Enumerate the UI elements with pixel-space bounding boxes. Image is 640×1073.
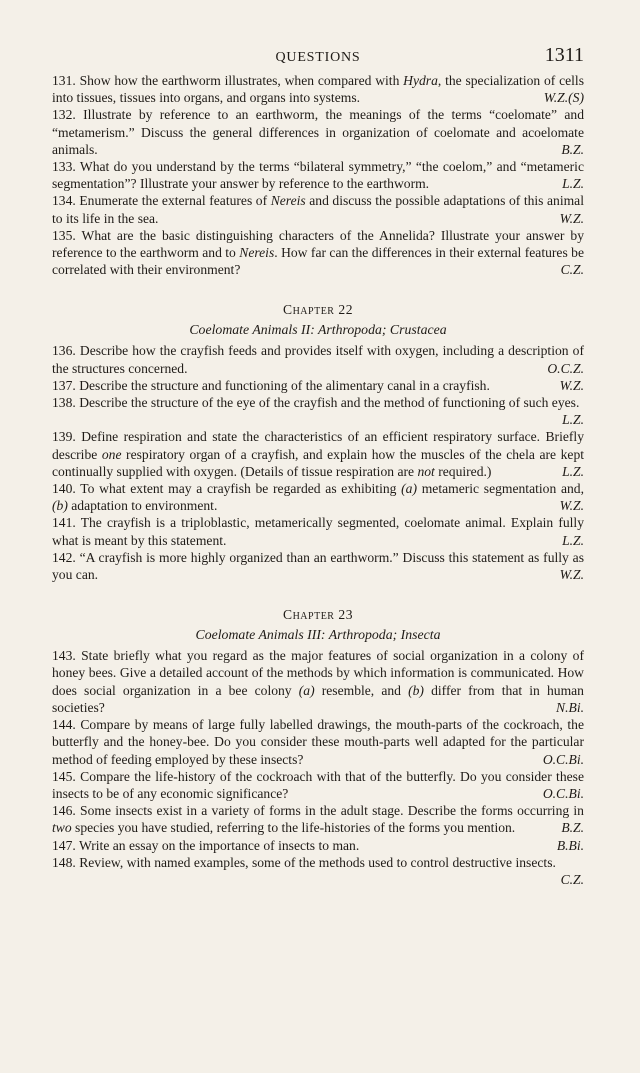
question-number: 146.: [52, 803, 76, 819]
exam-source: B.Bi.: [556, 837, 584, 853]
question-item: [52, 106, 584, 158]
question-item: [52, 514, 584, 548]
question-number: 140.: [52, 481, 76, 497]
question-text: Some insects exist in a variety of forms in the adult stage. Describe the forms occurring in two species you have studied, referring to the life-histories of the forms you mention.: [52, 803, 584, 836]
question-number: 142.: [52, 549, 76, 565]
question-number: 137.: [52, 377, 76, 393]
exam-source: W.Z.: [559, 567, 584, 583]
exam-source: O.C.Bi.: [542, 785, 584, 801]
question-text: State briefly what you regard as the major features of social organization in a colony of honey bees. Give a detailed account of the methods by which information is communicated. How does social organization in a bee colony (a) resemble, and (b) differ from that in human societies?: [52, 648, 584, 715]
question-number: 144.: [52, 717, 76, 733]
exam-source: L.Z.: [562, 532, 584, 548]
chapter-22-subtitle: Coelomate Animals II: Arthropoda; Crustacea: [189, 322, 447, 338]
running-title: QUESTIONS: [275, 50, 361, 65]
question-text: Illustrate by reference to an earthworm, the meanings of the terms “coelomate” and “metamerism.” Discuss the general differences in organization of coelomate and acoelomate animals.: [52, 107, 584, 157]
chapter-word: Chapter: [283, 302, 335, 318]
question-text: Describe the structure of the eye of the crayfish and the method of functioning of such eyes.: [79, 395, 580, 411]
chapter-22-heading: [52, 302, 584, 318]
question-list-chapter-22: [52, 342, 584, 583]
question-number: 133.: [52, 159, 76, 175]
question-number: 148.: [52, 854, 76, 870]
question-item: [52, 158, 584, 192]
question-list-chapter-23: [52, 647, 584, 888]
question-text: Review, with named examples, some of the methods used to control destructive insects.: [79, 854, 556, 870]
question-text: Compare by means of large fully labelled drawings, the mouth-parts of the cockroach, the butterfly and the honey-bee. Do you consider these mouth-parts well adapted for the particular method of feeding employed by these insects?: [52, 717, 584, 767]
exam-source: L.Z.: [562, 412, 584, 428]
chapter-23-subtitle: Coelomate Animals III: Arthropoda; Insecta: [195, 627, 441, 643]
question-text: What are the basic distinguishing characters of the Annelida? Illustrate your answer by reference to the earthworm and to Nereis. How far can the differences in their external features be correlated with their environment?: [52, 227, 584, 278]
chapter-word: Chapter: [283, 607, 335, 623]
exam-source: W.Z.: [559, 498, 584, 514]
chapter-number: 23: [338, 607, 353, 623]
question-text: Write an essay on the importance of insects to man.: [78, 837, 360, 853]
question-item: [52, 837, 584, 854]
question-item: [52, 854, 584, 888]
question-number: 139.: [52, 429, 76, 445]
page-header: [52, 40, 584, 72]
page: [52, 40, 584, 888]
question-number: 141.: [52, 515, 76, 531]
question-number: 132.: [52, 107, 76, 123]
question-item: [52, 394, 584, 428]
chapter-23-heading: [52, 607, 584, 623]
exam-source: L.Z.: [562, 176, 584, 192]
question-item: [52, 192, 584, 226]
question-item: [52, 802, 584, 836]
page-number: 1311: [544, 44, 584, 66]
question-text: “A crayfish is more highly organized than an earthworm.” Discuss this statement as fully as you can.: [52, 549, 584, 583]
question-number: 135.: [52, 227, 76, 243]
question-item: [52, 716, 584, 768]
exam-source: N.Bi.: [556, 699, 584, 715]
exam-source: B.Z.: [561, 141, 584, 157]
question-text: Enumerate the external features of Nereis and discuss the possible adaptations of this animal to its life in the sea.: [52, 193, 584, 226]
question-item: [52, 72, 584, 106]
question-number: 134.: [52, 193, 76, 209]
question-item: [52, 227, 584, 279]
question-number: 136.: [52, 343, 76, 359]
exam-source: O.C.Bi.: [542, 751, 584, 767]
question-number: 145.: [52, 768, 76, 784]
question-list-chapter-21: [52, 72, 584, 278]
question-text: What do you understand by the terms “bilateral symmetry,” “the coelom,” and “metameric segmentation”? Illustrate your answer by reference to the earthworm.: [52, 159, 584, 192]
exam-source: W.Z.(S): [543, 90, 584, 106]
question-text: Define respiration and state the characteristics of an efficient respiratory surface. Briefly describe one respiratory organ of a crayfish, and explain how the muscles of the chela are kept continually supplied with oxygen. (Details of tissue respiration are not required.): [52, 429, 585, 479]
exam-source: L.Z.: [562, 463, 584, 479]
exam-source: B.Z.: [561, 820, 584, 836]
question-number: 147.: [52, 837, 76, 853]
question-item: [52, 480, 584, 514]
question-text: Describe the structure and functioning of the alimentary canal in a crayfish.: [79, 377, 490, 393]
question-text: To what extent may a crayfish be regarded as exhibiting (a) metameric segmentation and, (b) adaptation to environment.: [52, 481, 584, 514]
question-number: 131.: [52, 73, 76, 88]
chapter-number: 22: [338, 302, 353, 318]
question-number: 138.: [52, 395, 76, 411]
exam-source: C.Z.: [560, 871, 584, 887]
question-item: [52, 549, 584, 583]
question-text: Compare the life-history of the cockroach with that of the butterfly. Do you consider these insects to be of any economic significance?: [52, 768, 584, 801]
exam-source: W.Z.: [559, 377, 584, 393]
question-item: [52, 428, 584, 480]
question-text: Describe how the crayfish feeds and provides itself with oxygen, including a description of the structures concerned.: [52, 343, 584, 376]
question-item: [52, 768, 584, 802]
exam-source: C.Z.: [560, 262, 584, 278]
exam-source: W.Z.: [559, 210, 584, 226]
question-item: [52, 342, 584, 376]
question-text: Show how the earthworm illustrates, when compared with Hydra, the specialization of cells into tissues, tissues into organs, and organs into systems.: [52, 73, 584, 106]
exam-source: O.C.Z.: [547, 360, 584, 376]
question-number: 143.: [52, 648, 76, 664]
question-item: [52, 647, 584, 716]
question-text: The crayfish is a triploblastic, metamerically segmented, coelomate animal. Explain fully what is meant by this statement.: [52, 515, 584, 548]
question-item: [52, 377, 584, 394]
